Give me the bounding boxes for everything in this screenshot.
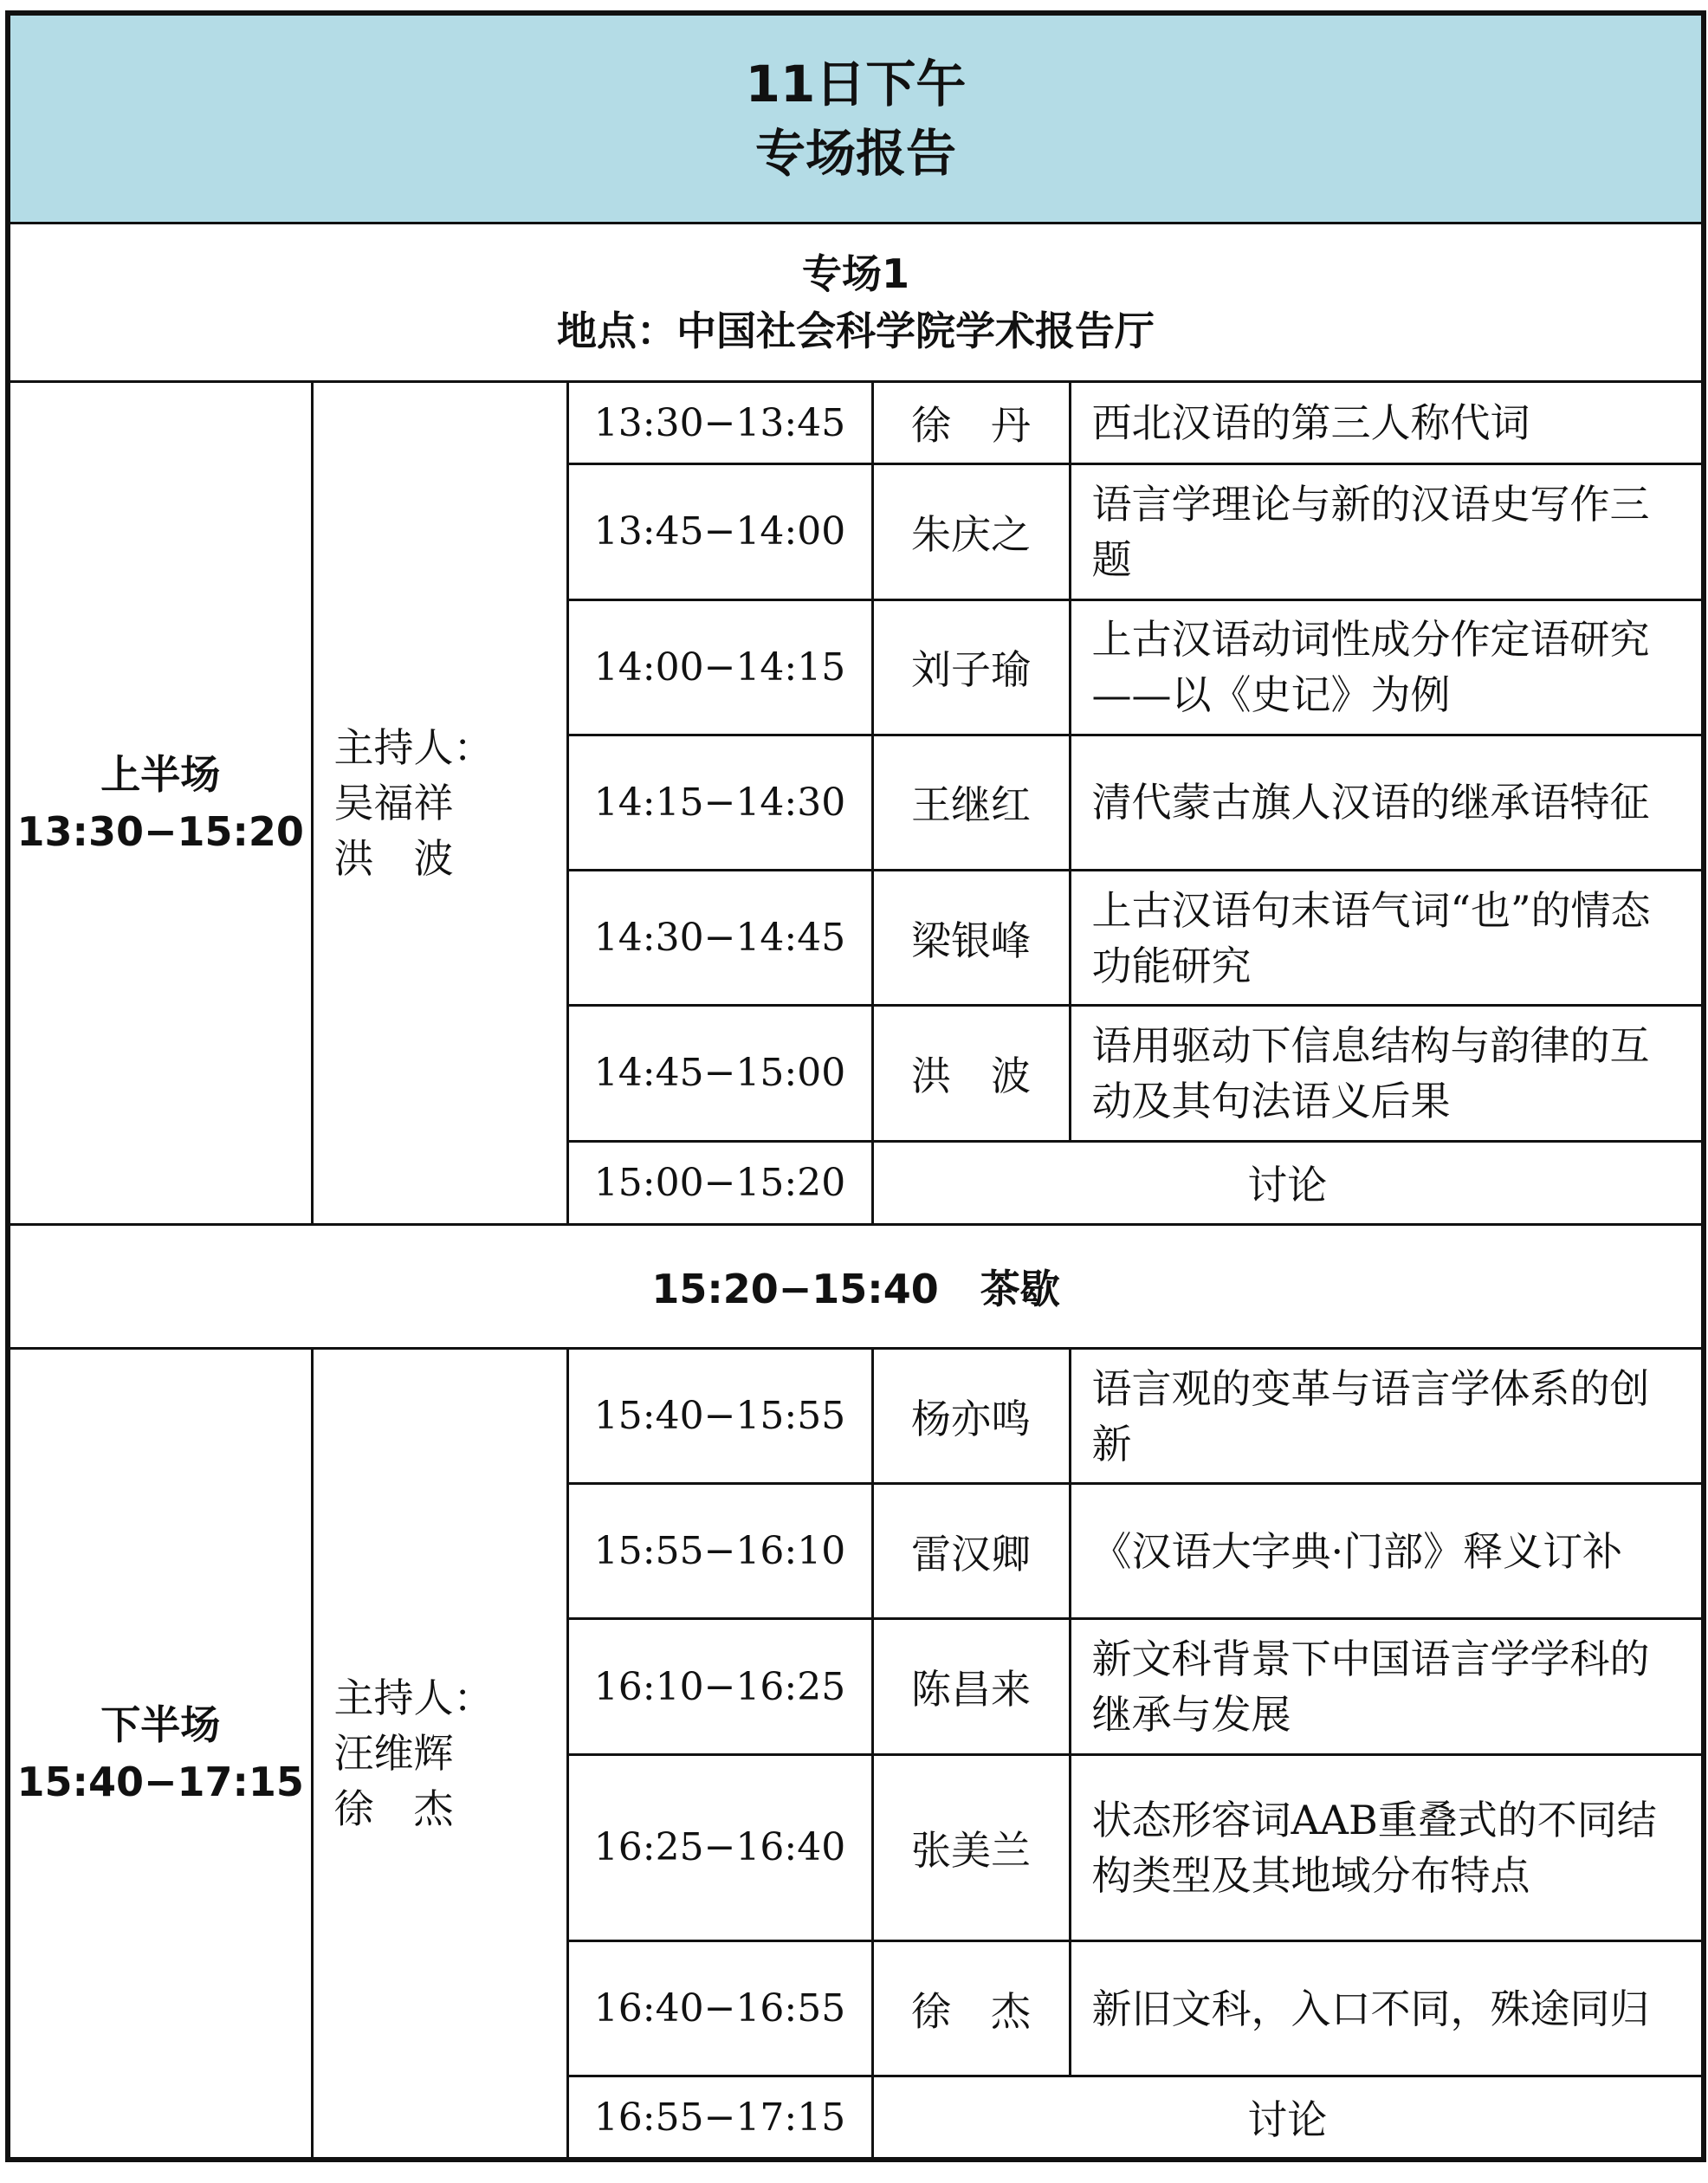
talk-speaker: 陈昌来	[872, 1619, 1070, 1754]
first-half-time: 13:30−15:20	[16, 807, 304, 855]
talk-topic: 新旧文科，入口不同，殊途同归	[1070, 1941, 1704, 2076]
talk-topic: 新文科背景下中国语言学学科的继承与发展	[1070, 1619, 1704, 1754]
discussion-label: 讨论	[872, 1141, 1704, 1224]
talk-topic: 语用驱动下信息结构与韵律的互动及其句法语义后果	[1070, 1006, 1704, 1141]
talk-speaker: 洪 波	[872, 1006, 1070, 1141]
discussion-time: 15:00−15:20	[567, 1141, 872, 1224]
talk-topic: 西北汉语的第三人称代词	[1070, 382, 1704, 464]
talk-time: 16:10−16:25	[567, 1619, 872, 1754]
talk-time: 16:25−16:40	[567, 1754, 872, 1940]
title-row	[8, 13, 1704, 223]
talk-topic: 清代蒙古旗人汉语的继承语特征	[1070, 735, 1704, 870]
talk-speaker: 梁银峰	[872, 871, 1070, 1006]
talk-speaker: 朱庆之	[872, 464, 1070, 599]
title-line-2: 专场报告	[755, 123, 957, 183]
first-half-hosts	[312, 382, 567, 1225]
schedule-table	[5, 10, 1706, 2162]
talk-time: 14:45−15:00	[567, 1006, 872, 1141]
tea-break	[8, 1224, 1704, 1348]
talk-time: 14:30−14:45	[567, 871, 872, 1006]
second-half-time: 15:40−17:15	[16, 1758, 304, 1805]
host-label: 主持人：	[333, 1674, 494, 1721]
table-row	[8, 382, 1704, 464]
talk-topic: 状态形容词AAB重叠式的不同结构类型及其地域分布特点	[1070, 1754, 1704, 1940]
talk-time: 13:45−14:00	[567, 464, 872, 599]
discussion-label: 讨论	[872, 2076, 1704, 2160]
talk-time: 14:00−14:15	[567, 599, 872, 735]
talk-topic: 语言观的变革与语言学体系的创新	[1070, 1348, 1704, 1483]
talk-topic: 上古汉语句末语气词“也”的情态功能研究	[1070, 871, 1704, 1006]
session-venue: 地点：中国社会科学院学术报告厅	[557, 308, 1155, 355]
host-name: 吴福祥	[333, 779, 454, 826]
title-line-1: 11日下午	[745, 54, 967, 113]
first-half-name: 上半场	[100, 750, 221, 798]
host-label: 主持人：	[333, 723, 494, 771]
talk-time: 14:15−14:30	[567, 735, 872, 870]
talk-speaker: 刘子瑜	[872, 599, 1070, 735]
talk-time: 15:55−16:10	[567, 1484, 872, 1619]
tea-break-label: 茶歇	[980, 1265, 1060, 1312]
talk-speaker: 徐 杰	[872, 1941, 1070, 2076]
venue-row	[8, 223, 1704, 381]
host-name: 洪 波	[333, 834, 454, 882]
page-title	[8, 13, 1704, 223]
table-row	[8, 1348, 1704, 1483]
talk-speaker: 王继红	[872, 735, 1070, 870]
host-name: 汪维辉	[333, 1729, 454, 1777]
talk-time: 13:30−13:45	[567, 382, 872, 464]
talk-speaker: 杨亦鸣	[872, 1348, 1070, 1483]
second-half-label	[8, 1348, 312, 2160]
session-header	[8, 223, 1704, 381]
tea-break-time: 15:20−15:40	[651, 1265, 939, 1312]
talk-time: 15:40−15:55	[567, 1348, 872, 1483]
second-half-hosts	[312, 1348, 567, 2160]
talk-topic: 语言学理论与新的汉语史写作三题	[1070, 464, 1704, 599]
second-half-name: 下半场	[100, 1700, 221, 1748]
discussion-time: 16:55−17:15	[567, 2076, 872, 2160]
session-name: 专场1	[802, 250, 910, 298]
first-half-label	[8, 382, 312, 1225]
talk-topic: 《汉语大字典·门部》释义订补	[1070, 1484, 1704, 1619]
talk-speaker: 雷汉卿	[872, 1484, 1070, 1619]
talk-speaker: 张美兰	[872, 1754, 1070, 1940]
talk-topic: 上古汉语动词性成分作定语研究——以《史记》为例	[1070, 599, 1704, 735]
talk-time: 16:40−16:55	[567, 1941, 872, 2076]
talk-speaker: 徐 丹	[872, 382, 1070, 464]
tea-break-row	[8, 1224, 1704, 1348]
host-name: 徐 杰	[333, 1785, 454, 1832]
